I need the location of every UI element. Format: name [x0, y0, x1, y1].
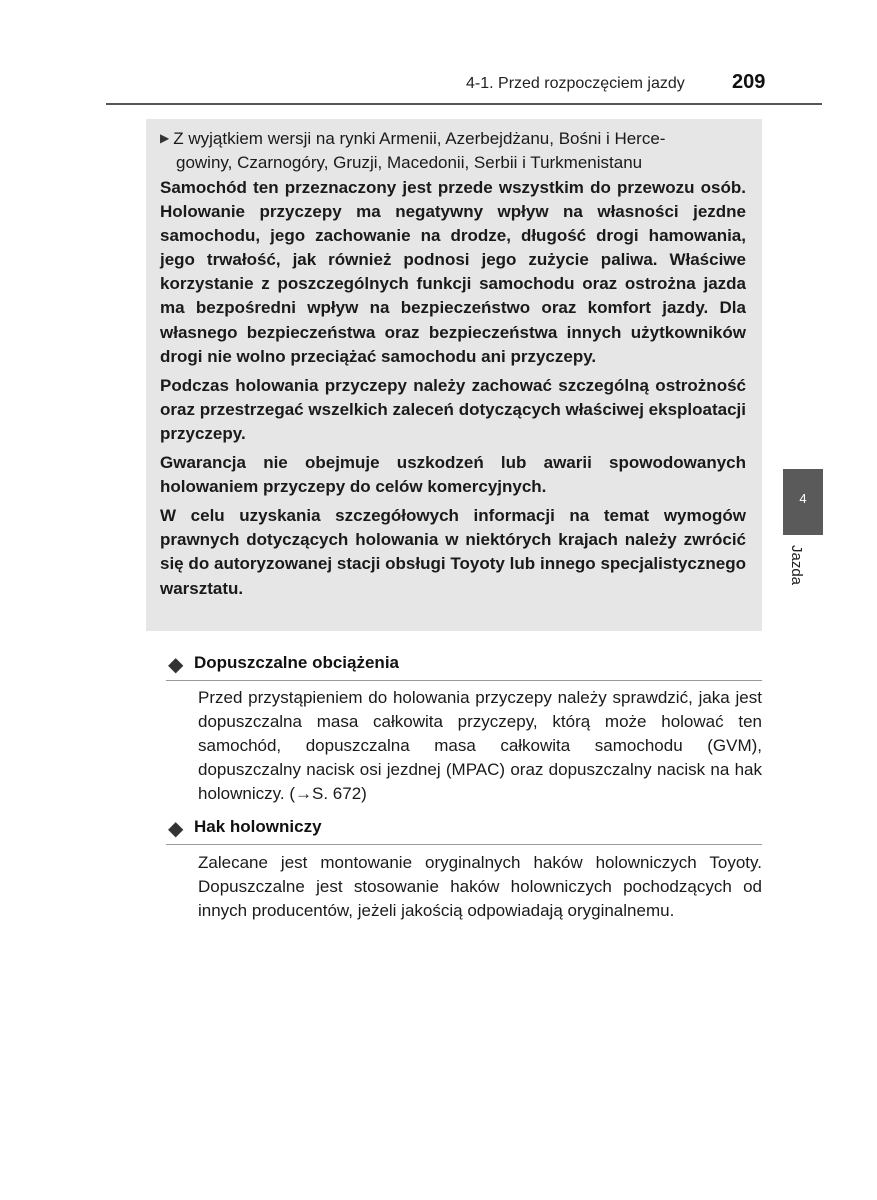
- notice-paragraph: W celu uzyskania szczegółowych informacji na temat wymogów prawnych dotyczących holowania w niektórych krajach należy zwrócić się do autoryzowanej stacji obsługi Toyoty lub innego specjalistycznego warsztatu.: [160, 506, 746, 598]
- header-divider: [106, 103, 822, 105]
- chapter-tab-number: 4: [799, 491, 807, 506]
- notice-applicability: [160, 126, 750, 175]
- triangle-right-icon: ▶: [160, 131, 170, 145]
- notice-intro-line-1: Z wyjątkiem wersji na rynki Armenii, Azerbejdżanu, Bośni i Herce-: [173, 129, 666, 148]
- section-body-load-limits: [198, 686, 762, 806]
- notice-paragraph: Podczas holowania przyczepy należy zachować szczególną ostrożność oraz przestrzegać wszelkich zaleceń dotyczących właściwej eksploatacji przyczepy.: [160, 375, 746, 443]
- section-heading-load-limits: [166, 650, 762, 681]
- notice-body: [160, 176, 746, 606]
- notice-paragraph: Gwarancja nie obejmuje uszkodzeń lub awarii spowodowanych holowaniem przyczepy do celów komercyjnych.: [160, 453, 746, 497]
- diamond-icon: ◆: [168, 654, 184, 676]
- section-paragraph: Zalecane jest montowanie oryginalnych haków holowniczych Toyoty. Dopuszczalne jest stosowanie haków holowniczych pochodzących od innych producentów, jeżeli jakością odpowiadają oryginalnemu.: [198, 853, 762, 920]
- page-number: 209: [732, 71, 766, 93]
- section-heading-tow-hitch: [166, 814, 762, 845]
- chapter-tab-label: Jazda: [788, 545, 805, 586]
- notice-box: [146, 119, 762, 631]
- section-body-tow-hitch: [198, 851, 762, 923]
- section-paragraph: Przed przystąpieniem do holowania przyczepy należy sprawdzić, jaka jest dopuszczalna masa całkowita przyczepy, którą może holować ten samochód, dopuszczalna masa całkowita samochodu (GVM), dopuszczalny nacisk osi jezdnej (MPAC) oraz dopuszczalny nacisk na hak holowniczy. (→S. 672): [198, 688, 762, 803]
- chapter-tab-label-wrap: [788, 545, 808, 605]
- section-title: Dopuszczalne obciążenia: [194, 653, 399, 672]
- notice-intro-line-2: gowiny, Czarnogóry, Gruzji, Macedonii, Serbii i Turkmenistanu: [176, 153, 643, 172]
- chapter-tab: [783, 469, 823, 535]
- diamond-icon: ◆: [168, 818, 184, 840]
- chapter-title: 4-1. Przed rozpoczęciem jazdy: [466, 75, 685, 92]
- section-title: Hak holowniczy: [194, 817, 322, 836]
- notice-paragraph: Samochód ten przeznaczony jest przede wszystkim do przewozu osób. Holowanie przyczepy ma negatywny wpływ na własności jezdne samochodu, jego zachowanie na drodze, długość drogi hamowania, jego trwałość, jak również podnosi jego zużycie paliwa. Właściwe korzystanie z poszczególnych funkcji samochodu oraz ostrożna jazda ma bezpośredni wpływ na bezpieczeństwo oraz komfort jazdy. Dla własnego bezpieczeństwa oraz bezpieczeństwa innych użytkowników drogi nie wolno przeciążać samochodu ani przyczepy.: [160, 178, 746, 366]
